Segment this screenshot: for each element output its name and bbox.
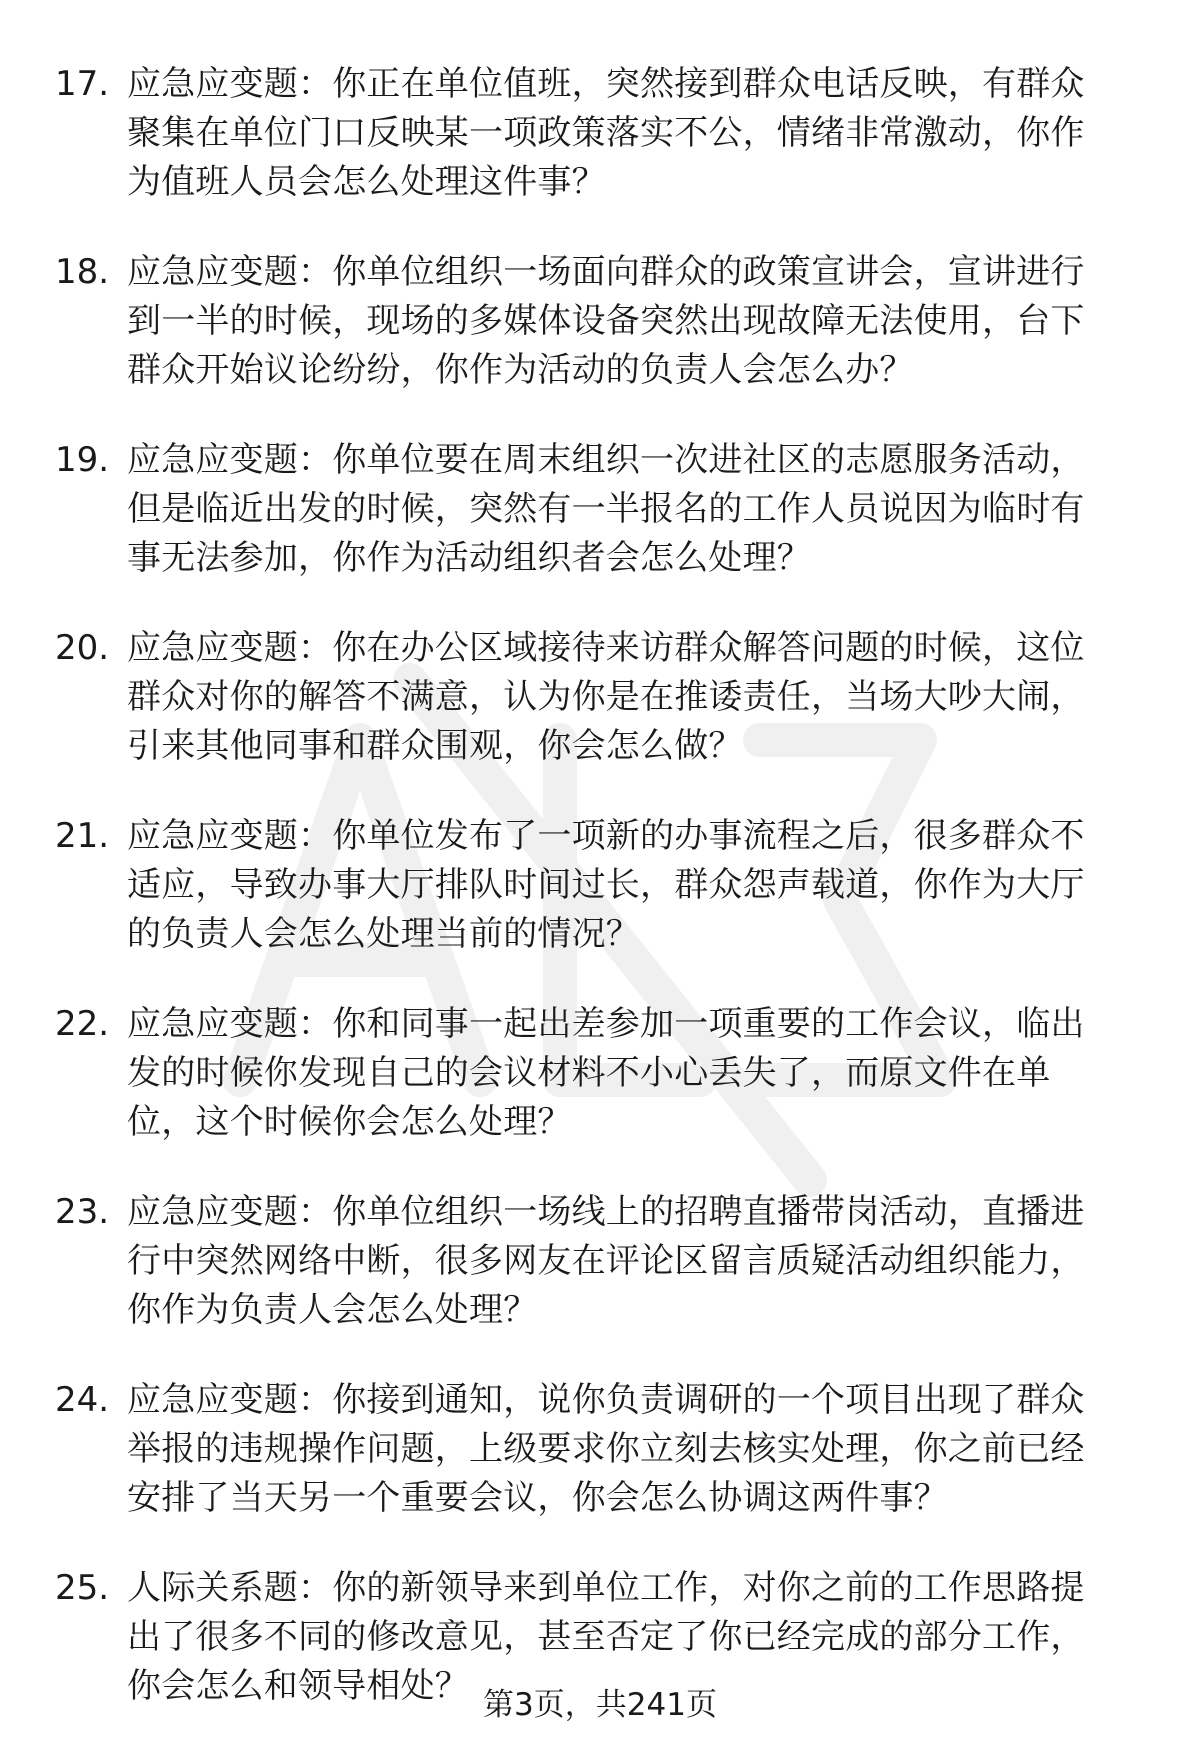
question-line: 应急应变题：你接到通知，说你负责调研的一个项目出现了群众 (127, 1380, 1085, 1420)
question-line: 举报的违规操作问题，上级要求你立刻去核实处理，你之前已经 (127, 1429, 1085, 1469)
question-list (55, 60, 1155, 1752)
question-text (127, 1000, 1147, 1188)
question-line: 应急应变题：你单位要在周末组织一次进社区的志愿服务活动， (127, 440, 1085, 480)
question-line: 你作为负责人会怎么处理？ (127, 1290, 538, 1330)
question-line: 位，这个时候你会怎么处理？ (127, 1102, 572, 1142)
question-line: 发的时候你发现自己的会议材料不小心丢失了，而原文件在单 (127, 1053, 1051, 1093)
question-text (127, 436, 1147, 624)
question-item (55, 1188, 1155, 1376)
question-line: 行中突然网络中断，很多网友在评论区留言质疑活动组织能力， (127, 1241, 1085, 1281)
question-number: 25. (55, 1568, 110, 1608)
question-number: 22. (55, 1004, 110, 1044)
question-number: 20. (55, 628, 110, 668)
question-item (55, 60, 1155, 248)
question-line: 的负责人会怎么处理当前的情况？ (127, 914, 640, 954)
question-line: 到一半的时候，现场的多媒体设备突然出现故障无法使用，台下 (127, 301, 1085, 341)
question-line: 安排了当天另一个重要会议，你会怎么协调这两件事？ (127, 1478, 948, 1518)
question-number: 19. (55, 440, 110, 480)
question-line: 人际关系题：你的新领导来到单位工作，对你之前的工作思路提 (127, 1568, 1085, 1608)
question-text (127, 624, 1147, 812)
question-item (55, 248, 1155, 436)
question-line: 群众开始议论纷纷，你作为活动的负责人会怎么办？ (127, 350, 914, 390)
question-number: 17. (55, 64, 110, 104)
question-text (127, 812, 1147, 1000)
question-line: 你会怎么和领导相处？ (127, 1666, 469, 1706)
question-line: 引来其他同事和群众围观，你会怎么做？ (127, 726, 743, 766)
question-line: 聚集在单位门口反映某一项政策落实不公，情绪非常激动，你作 (127, 113, 1085, 153)
question-number: 24. (55, 1380, 110, 1420)
question-item (55, 436, 1155, 624)
question-line: 应急应变题：你单位发布了一项新的办事流程之后，很多群众不 (127, 816, 1085, 856)
question-number: 21. (55, 816, 110, 856)
question-number: 23. (55, 1192, 110, 1232)
question-item (55, 812, 1155, 1000)
page-footer: 第3页，共241页 (483, 1687, 717, 1723)
question-text (127, 248, 1147, 436)
question-line: 适应，导致办事大厅排队时间过长，群众怨声载道，你作为大厅 (127, 865, 1085, 905)
question-line: 应急应变题：你单位组织一场面向群众的政策宣讲会，宣讲进行 (127, 252, 1085, 292)
question-line: 群众对你的解答不满意，认为你是在推诿责任，当场大吵大闹， (127, 677, 1085, 717)
question-text (127, 60, 1147, 248)
question-number: 18. (55, 252, 110, 292)
question-line: 应急应变题：你正在单位值班，突然接到群众电话反映，有群众 (127, 64, 1085, 104)
question-line: 为值班人员会怎么处理这件事？ (127, 162, 606, 202)
question-line: 应急应变题：你和同事一起出差参加一项重要的工作会议，临出 (127, 1004, 1085, 1044)
question-item (55, 1376, 1155, 1564)
question-text (127, 1188, 1147, 1376)
question-line: 出了很多不同的修改意见，甚至否定了你已经完成的部分工作， (127, 1617, 1085, 1657)
question-line: 事无法参加，你作为活动组织者会怎么处理？ (127, 538, 811, 578)
question-item (55, 624, 1155, 812)
question-item (55, 1000, 1155, 1188)
question-line: 应急应变题：你单位组织一场线上的招聘直播带岗活动，直播进 (127, 1192, 1085, 1232)
question-line: 但是临近出发的时候，突然有一半报名的工作人员说因为临时有 (127, 489, 1085, 529)
question-line: 应急应变题：你在办公区域接待来访群众解答问题的时候，这位 (127, 628, 1085, 668)
question-text (127, 1376, 1147, 1564)
